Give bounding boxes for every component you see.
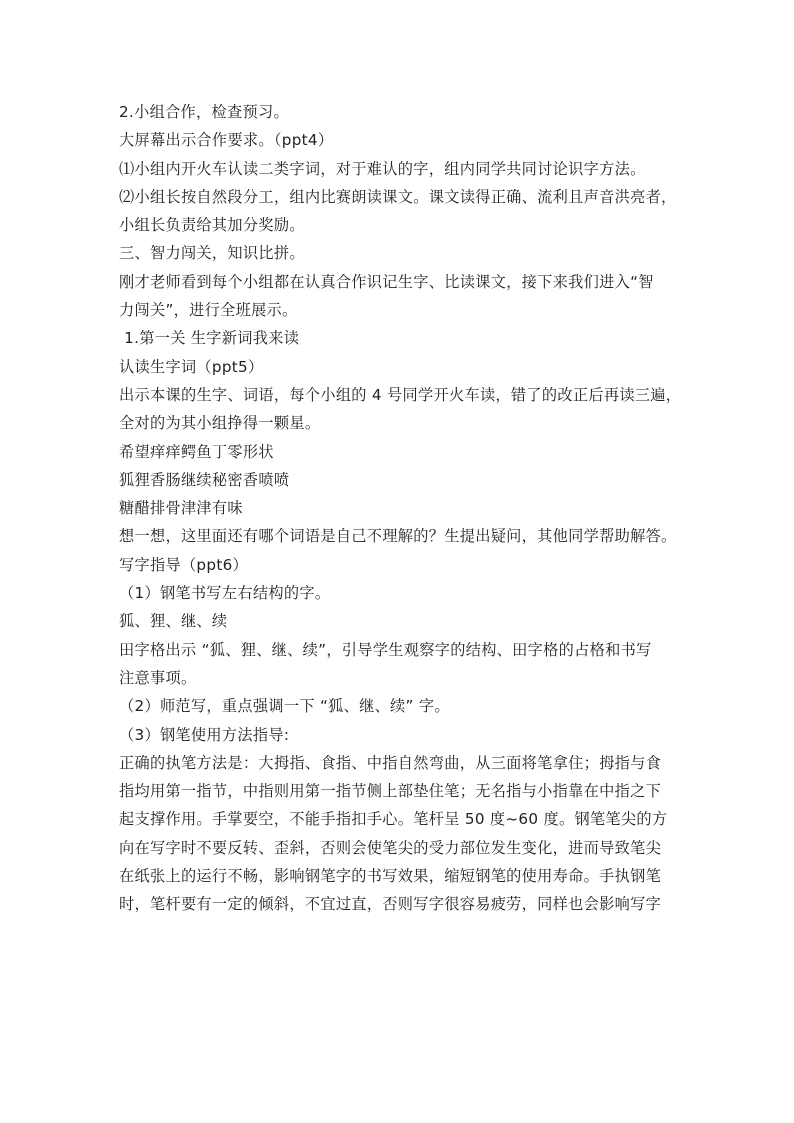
text-line: 想一想，这里面还有哪个词语是自己不理解的？生提出疑问，其他同学帮助解答。 (119, 527, 677, 546)
text-line: 认读生字词（ppt5） (119, 357, 264, 376)
document-body (119, 98, 682, 919)
text-line: 起支撑作用。手掌要空，不能手指扣手心。笔杆呈 50 度~60 度。钢笔笔尖的方 (119, 810, 668, 829)
word-list-line: 希望痒痒鳄鱼丁零形状 (119, 442, 274, 461)
text-line: 指均用第一指节，中指则用第一指节侧上部垫住笔；无名指与小指靠在中指之下 (119, 782, 662, 801)
text-line: 全对的为其小组挣得一颗星。 (119, 414, 321, 433)
text-line: ⑴小组内开火车认读二类字词，对于难认的字，组内同学共同讨论识字方法。 (119, 159, 646, 178)
section-heading: 三、智力闯关，知识比拼。 (119, 244, 305, 263)
text-line: 2.小组合作，检查预习。 (119, 103, 289, 121)
text-line: 力闯关”，进行全班展示。 (119, 301, 298, 320)
word-list-line: 狐狸香肠继续秘密香喷喷 (119, 470, 290, 489)
text-line: 时，笔杆要有一定的倾斜，不宜过直，否则写字很容易疲劳，同样也会影响写字 (119, 895, 662, 914)
text-line: 正确的执笔方法是：大拇指、食指、中指自然弯曲，从三面将笔拿住；拇指与食 (119, 753, 662, 772)
text-line: （2）师范写，重点强调一下 “狐、继、续” 字。 (119, 697, 450, 716)
text-line: 在纸张上的运行不畅，影响钢笔字的书写效果，缩短钢笔的使用寿命。手执钢笔 (119, 867, 662, 886)
text-line: （1）钢笔书写左右结构的字。 (119, 584, 331, 603)
text-line: 小组长负责给其加分奖励。 (119, 216, 305, 235)
text-line: 1.第一关 生字新词我来读 (119, 329, 300, 348)
text-line: 出示本课的生字、词语，每个小组的 4 号同学开火车读，错了的改正后再读三遍， (119, 385, 682, 404)
text-line: 注意事项。 (119, 668, 197, 687)
text-line: ⑵小组长按自然段分工，组内比赛朗读课文。课文读得正确、流利且声音洪亮者， (119, 187, 677, 206)
text-line: 狐、狸、继、续 (119, 612, 228, 631)
text-line: （3）钢笔使用方法指导: (119, 725, 290, 744)
text-line: 大屏幕出示合作要求。（ppt4） (119, 131, 334, 150)
text-line: 刚才老师看到每个小组都在认真合作识记生字、比读课文，接下来我们进入“智 (119, 272, 654, 291)
text-line: 向在写字时不要反转、歪斜，否则会使笔尖的受力部位发生变化，进而导致笔尖 (119, 838, 662, 857)
text-line: 田字格出示 “狐、狸、继、续”，引导学生观察字的结构、田字格的占格和书写 (119, 640, 652, 659)
word-list-line: 糖醋排骨津津有味 (119, 499, 243, 518)
text-line: 写字指导（ppt6） (119, 555, 249, 574)
